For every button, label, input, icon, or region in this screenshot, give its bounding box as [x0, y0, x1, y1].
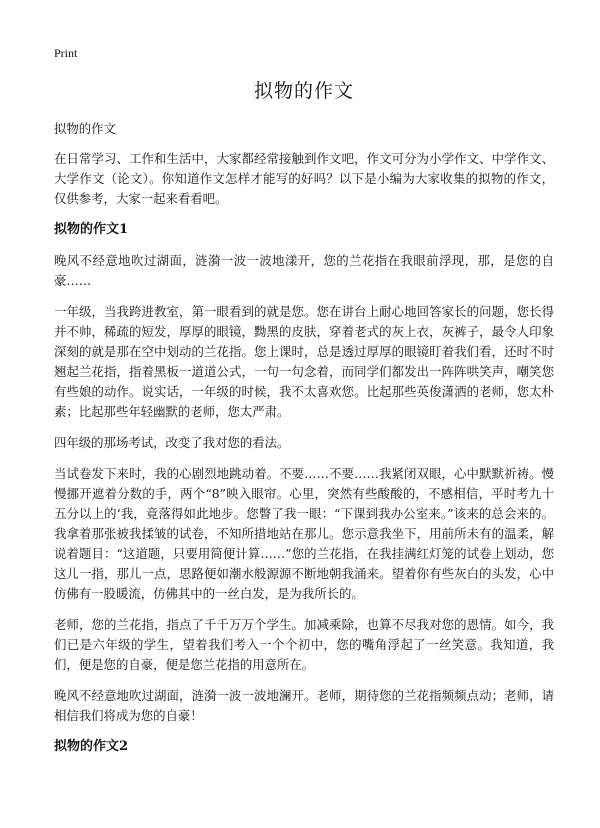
- section-1-paragraph-3: 四年级的那场考试，改变了我对您的看法。: [54, 435, 290, 450]
- section-1-paragraph-4: 当试卷发下来时，我的心剧烈地跳动着。不要……不要……我紧闭双眼，心中默默祈祷。慢慢挪开遮着分数的手，两个“8”映入眼帘。心里，突然有些酸酸的，不感相信，平时考九十五分以上的‘我，竟落得如此地步。您瞥了我一眼：“下课到我办公室来。”该来的总会来的。我拿着那张被我揉皱的试卷，不知所措地站在那儿。您示意我坐下，用前所未有的温柔，解说着题目：“这道题，只要用简便计算……”您的兰花指，在我挂满红灯笼的试卷上划动，您这儿一指，那儿一点，思路便如潮水般源源不断地朝我涌来。望着你有些灰白的头发，心中仿佛有一股暖流，仿佛其中的一丝白发，是为我所长的。: [54, 466, 554, 601]
- section-1-paragraph-2: 一年级，当我跨进教室，第一眼看到的就是您。您在讲台上耐心地回答家长的问题，您长得并不帅，稀疏的短发，厚厚的眼镜，黝黑的皮肤，穿着老式的灰上衣，灰裤子，最令人印象深刻的就是那在空中划动的兰花指。您上课时，总是透过厚厚的眼镜盯着我们看，还时不时翘起兰花指，指着黑板一道道公式，一句一句念着，而同学们都发出一阵阵哄笑声，嘲笑您有些娘的动作。说实话，一年级的时候，我不太喜欢您。比起那些英俊潇洒的老师，您太朴素；比起那些年轻幽默的老师，您太严肃。: [54, 304, 554, 419]
- page-title: 拟物的作文: [253, 80, 354, 102]
- section-heading-1: 拟物的作文1: [54, 222, 129, 237]
- section-1-paragraph-1: 晚风不经意地吹过湖面，涟漪一波一波地漾开，您的兰花指在我眼前浮现，那，是您的自豪……: [54, 253, 554, 288]
- section-1-paragraph-5: 老师，您的兰花指，指点了千千万万个学生。加减乘除，也算不尽我对您的恩情。如今，我们已是六年级的学生，望着我们考入一个个初中，您的嘴角浮起了一丝笑意。我知道，我们，便是您的自豪，便是您兰花指的用意所在。: [54, 617, 554, 672]
- section-heading-2: 拟物的作文2: [54, 739, 129, 754]
- intro-paragraph: 在日常学习、工作和生活中，大家都经常接触到作文吧，作文可分为小学作文、中学作文、大学作文（论文）。你知道作文怎样才能写的好吗？以下是小编为大家收集的拟物的作文，仅供参考，大家一起来看看吧。: [54, 151, 554, 206]
- article-body: [54, 119, 554, 768]
- article-subtitle: 拟物的作文: [54, 121, 116, 136]
- section-1-paragraph-6: 晚风不经意地吹过湖面，涟漪一波一波地澜开。老师，期待您的兰花指频频点动；老师，请相信我们将成为您的自豪！: [54, 688, 554, 723]
- print-link[interactable]: Print: [54, 46, 78, 60]
